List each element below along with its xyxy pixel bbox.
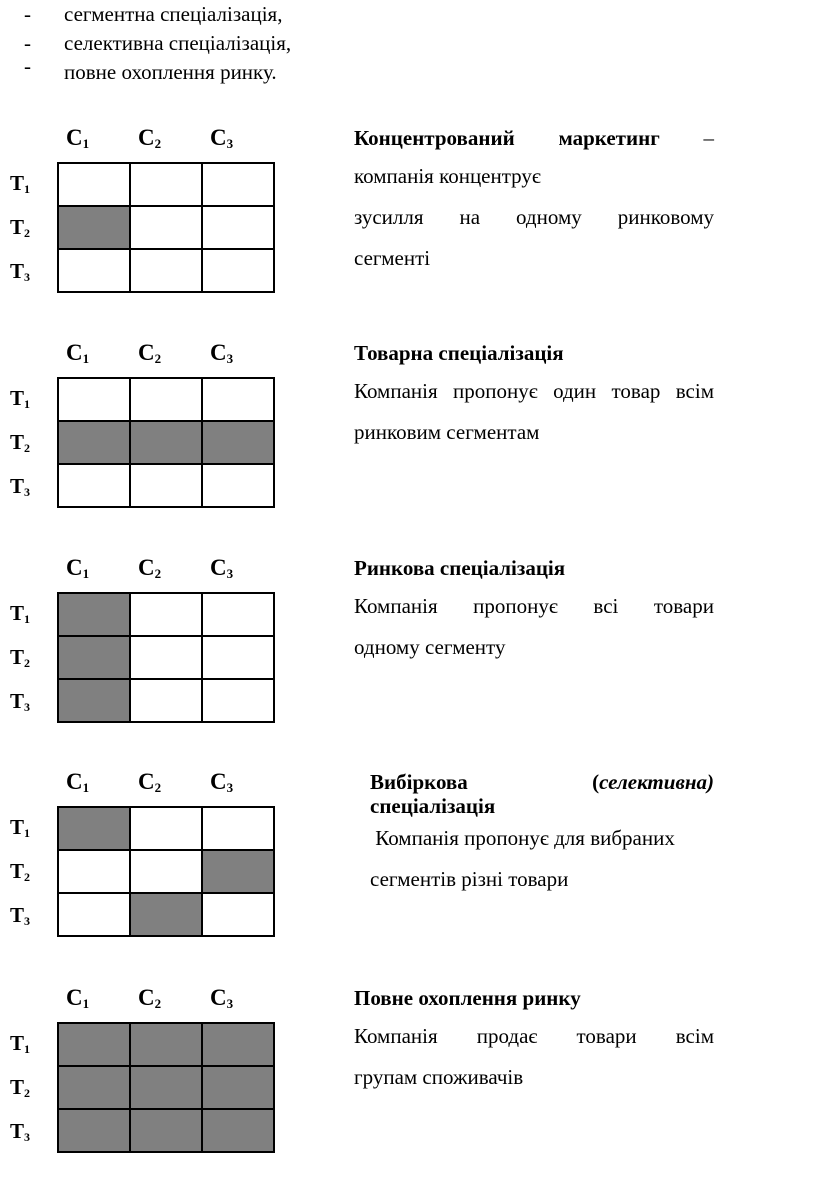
strategy-title: Товарна спеціалізація (354, 341, 564, 365)
segment-matrix (57, 1022, 275, 1153)
row-header (10, 429, 30, 458)
column-header (210, 124, 233, 155)
column-header (210, 768, 233, 799)
matrix-cell-empty (131, 851, 203, 894)
column-header (66, 768, 89, 799)
column-header-index: 3 (226, 351, 234, 366)
matrix-cell-filled (131, 1110, 203, 1153)
segment-matrix (57, 162, 275, 293)
column-header-letter: С (138, 125, 155, 150)
matrix-cell-empty (131, 465, 203, 508)
body-line: зусилля на одному ринковому (354, 205, 714, 229)
column-header-letter: С (66, 340, 83, 365)
row-header-index: 2 (24, 226, 31, 240)
column-header-index: 2 (154, 566, 162, 581)
matrix-cell-filled (131, 1024, 203, 1067)
matrix-cell-filled (59, 808, 131, 851)
column-header-index: 2 (154, 996, 162, 1011)
matrix-cell-empty (59, 851, 131, 894)
body-line: Компанія пропонує один товар всім (354, 379, 714, 403)
row-header-letter: Т (10, 474, 25, 498)
matrix-cell-filled (203, 1067, 275, 1110)
matrix-cell-empty (203, 894, 275, 937)
row-header (10, 1074, 30, 1103)
row-header-letter: Т (10, 859, 25, 883)
matrix-cell-empty (131, 680, 203, 723)
matrix-cell-empty (131, 250, 203, 293)
column-header (138, 124, 161, 155)
matrix-cell-empty (59, 379, 131, 422)
matrix-cell-filled (59, 680, 131, 723)
matrix-cell-filled (59, 422, 131, 465)
title-word: Концентрований (354, 126, 515, 150)
row-header-index: 3 (24, 485, 31, 499)
matrix-cell-filled (131, 422, 203, 465)
segment-matrix (57, 592, 275, 723)
column-header-letter: С (138, 985, 155, 1010)
row-header-index: 2 (24, 870, 31, 884)
strategy-title: Повне охоплення ринку (354, 986, 581, 1010)
column-header-letter: С (210, 555, 227, 580)
column-header-letter: С (66, 769, 83, 794)
strategy-section (0, 339, 816, 539)
row-header (10, 473, 30, 502)
strategy-description (354, 339, 714, 453)
matrix-cell-filled (203, 1110, 275, 1153)
row-header-letter: Т (10, 645, 25, 669)
body-line: групам споживачів (354, 1065, 524, 1089)
row-header-index: 2 (24, 1086, 31, 1100)
matrix-cell-empty (131, 379, 203, 422)
bullet-text: селективна спеціалізація, (64, 31, 292, 55)
matrix-cell-empty (203, 207, 275, 250)
column-header (138, 984, 161, 1015)
matrix-cell-filled (59, 1067, 131, 1110)
strategy-section (0, 768, 816, 968)
body-line: сегментів різні товари (370, 867, 569, 891)
matrix-cell-empty (203, 808, 275, 851)
column-header-index: 1 (82, 136, 90, 151)
column-header-letter: С (138, 555, 155, 580)
column-header-letter: С (66, 985, 83, 1010)
matrix-cell-empty (203, 594, 275, 637)
matrix-cell-filled (59, 637, 131, 680)
column-header-letter: С (210, 340, 227, 365)
column-header (210, 984, 233, 1015)
row-header (10, 170, 30, 199)
row-header-letter: Т (10, 1031, 25, 1055)
matrix-cell-empty (203, 379, 275, 422)
strategy-section (0, 984, 816, 1184)
strategy-section (0, 124, 816, 324)
column-header-index: 3 (226, 996, 234, 1011)
body-line: ринковим сегментам (354, 420, 540, 444)
column-header-index: 1 (82, 566, 90, 581)
strategy-body (370, 818, 714, 900)
row-header (10, 385, 30, 414)
strategy-body (354, 1016, 714, 1098)
strategy-title-line2: спеціалізація (370, 794, 496, 818)
strategy-body (354, 586, 714, 668)
row-header (10, 214, 30, 243)
matrix-cell-empty (203, 250, 275, 293)
matrix-cell-empty (131, 207, 203, 250)
body-line: сегменті (354, 246, 431, 270)
bullet-marker: - (24, 54, 31, 78)
column-header (66, 339, 89, 370)
column-header-letter: С (138, 769, 155, 794)
matrix-cell-empty (131, 637, 203, 680)
body-line: одному сегменту (354, 635, 506, 659)
column-header (210, 339, 233, 370)
column-header-index: 1 (82, 780, 90, 795)
column-header (210, 554, 233, 585)
matrix-cell-filled (131, 1067, 203, 1110)
bullet-text: повне охоплення ринку. (64, 60, 277, 84)
column-header-letter: С (66, 125, 83, 150)
row-header-letter: Т (10, 171, 25, 195)
matrix-cell-filled (203, 851, 275, 894)
column-header-index: 1 (82, 996, 90, 1011)
column-header-letter: С (66, 555, 83, 580)
segment-matrix (57, 806, 275, 937)
column-header-letter: С (138, 340, 155, 365)
row-header-index: 3 (24, 1130, 31, 1144)
column-header-index: 2 (154, 136, 162, 151)
column-header (66, 124, 89, 155)
column-header-letter: С (210, 125, 227, 150)
row-header (10, 902, 30, 931)
column-header (138, 768, 161, 799)
row-header (10, 644, 30, 673)
column-header-index: 3 (226, 780, 234, 795)
bullet-marker: - (24, 31, 31, 55)
column-header-letter: С (210, 769, 227, 794)
matrix-cell-filled (59, 594, 131, 637)
matrix-cell-empty (131, 594, 203, 637)
row-header-index: 1 (24, 612, 31, 626)
row-header (10, 858, 30, 887)
title-paren: ) (707, 770, 714, 794)
column-header-index: 2 (154, 351, 162, 366)
matrix-cell-filled (203, 1024, 275, 1067)
column-header (66, 984, 89, 1015)
strategy-description (354, 984, 714, 1098)
matrix-cell-empty (59, 250, 131, 293)
column-header-letter: С (210, 985, 227, 1010)
strategy-body (354, 156, 714, 279)
column-header-index: 1 (82, 351, 90, 366)
column-header (66, 554, 89, 585)
row-header-index: 3 (24, 914, 31, 928)
strategy-description (370, 768, 714, 900)
title-italic-word: селективна (599, 770, 707, 794)
matrix-cell-empty (203, 465, 275, 508)
strategy-title: Ринкова спеціалізація (354, 556, 566, 580)
matrix-cell-filled (59, 207, 131, 250)
segment-matrix (57, 377, 275, 508)
row-header-letter: Т (10, 215, 25, 239)
title-dash: – (703, 126, 714, 150)
strategy-title (354, 124, 714, 152)
title-word: Вибіркова (370, 770, 468, 794)
matrix-cell-empty (59, 894, 131, 937)
body-line: Компанія пропонує всі товари (354, 594, 714, 618)
row-header-index: 1 (24, 1042, 31, 1056)
row-header (10, 1118, 30, 1147)
matrix-cell-filled (203, 422, 275, 465)
column-header-index: 3 (226, 566, 234, 581)
row-header-letter: Т (10, 1075, 25, 1099)
strategy-description (354, 554, 714, 668)
row-header-index: 1 (24, 182, 31, 196)
row-header-index: 1 (24, 826, 31, 840)
row-header-index: 1 (24, 397, 31, 411)
matrix-cell-empty (131, 164, 203, 207)
matrix-cell-empty (59, 465, 131, 508)
row-header-letter: Т (10, 1119, 25, 1143)
matrix-cell-filled (59, 1110, 131, 1153)
matrix-cell-empty (59, 164, 131, 207)
row-header (10, 600, 30, 629)
matrix-cell-filled (59, 1024, 131, 1067)
row-header (10, 688, 30, 717)
matrix-cell-filled (131, 894, 203, 937)
row-header-letter: Т (10, 386, 25, 410)
column-header-index: 3 (226, 136, 234, 151)
strategy-description (354, 124, 714, 279)
bullet-text: сегментна спеціалізація, (64, 2, 283, 26)
column-header (138, 339, 161, 370)
row-header-letter: Т (10, 430, 25, 454)
row-header-letter: Т (10, 903, 25, 927)
title-paren: ( (592, 770, 600, 794)
body-line: Компанія продає товари всім (354, 1024, 714, 1048)
row-header-letter: Т (10, 259, 25, 283)
matrix-cell-empty (131, 808, 203, 851)
row-header (10, 1030, 30, 1059)
body-line: компанія концентрує (354, 164, 541, 188)
row-header-index: 2 (24, 656, 31, 670)
row-header-index: 3 (24, 270, 31, 284)
row-header-index: 3 (24, 700, 31, 714)
bullet-marker: - (24, 2, 31, 26)
column-header-index: 2 (154, 780, 162, 795)
matrix-cell-empty (203, 637, 275, 680)
strategy-section (0, 554, 816, 754)
title-word: маркетинг (558, 126, 660, 150)
row-header-index: 2 (24, 441, 31, 455)
row-header-letter: Т (10, 815, 25, 839)
row-header-letter: Т (10, 601, 25, 625)
row-header-letter: Т (10, 689, 25, 713)
column-header (138, 554, 161, 585)
matrix-cell-empty (203, 680, 275, 723)
row-header (10, 814, 30, 843)
row-header (10, 258, 30, 287)
matrix-cell-empty (203, 164, 275, 207)
body-line: Компанія пропонує для вибраних (370, 826, 675, 850)
strategy-body (354, 371, 714, 453)
